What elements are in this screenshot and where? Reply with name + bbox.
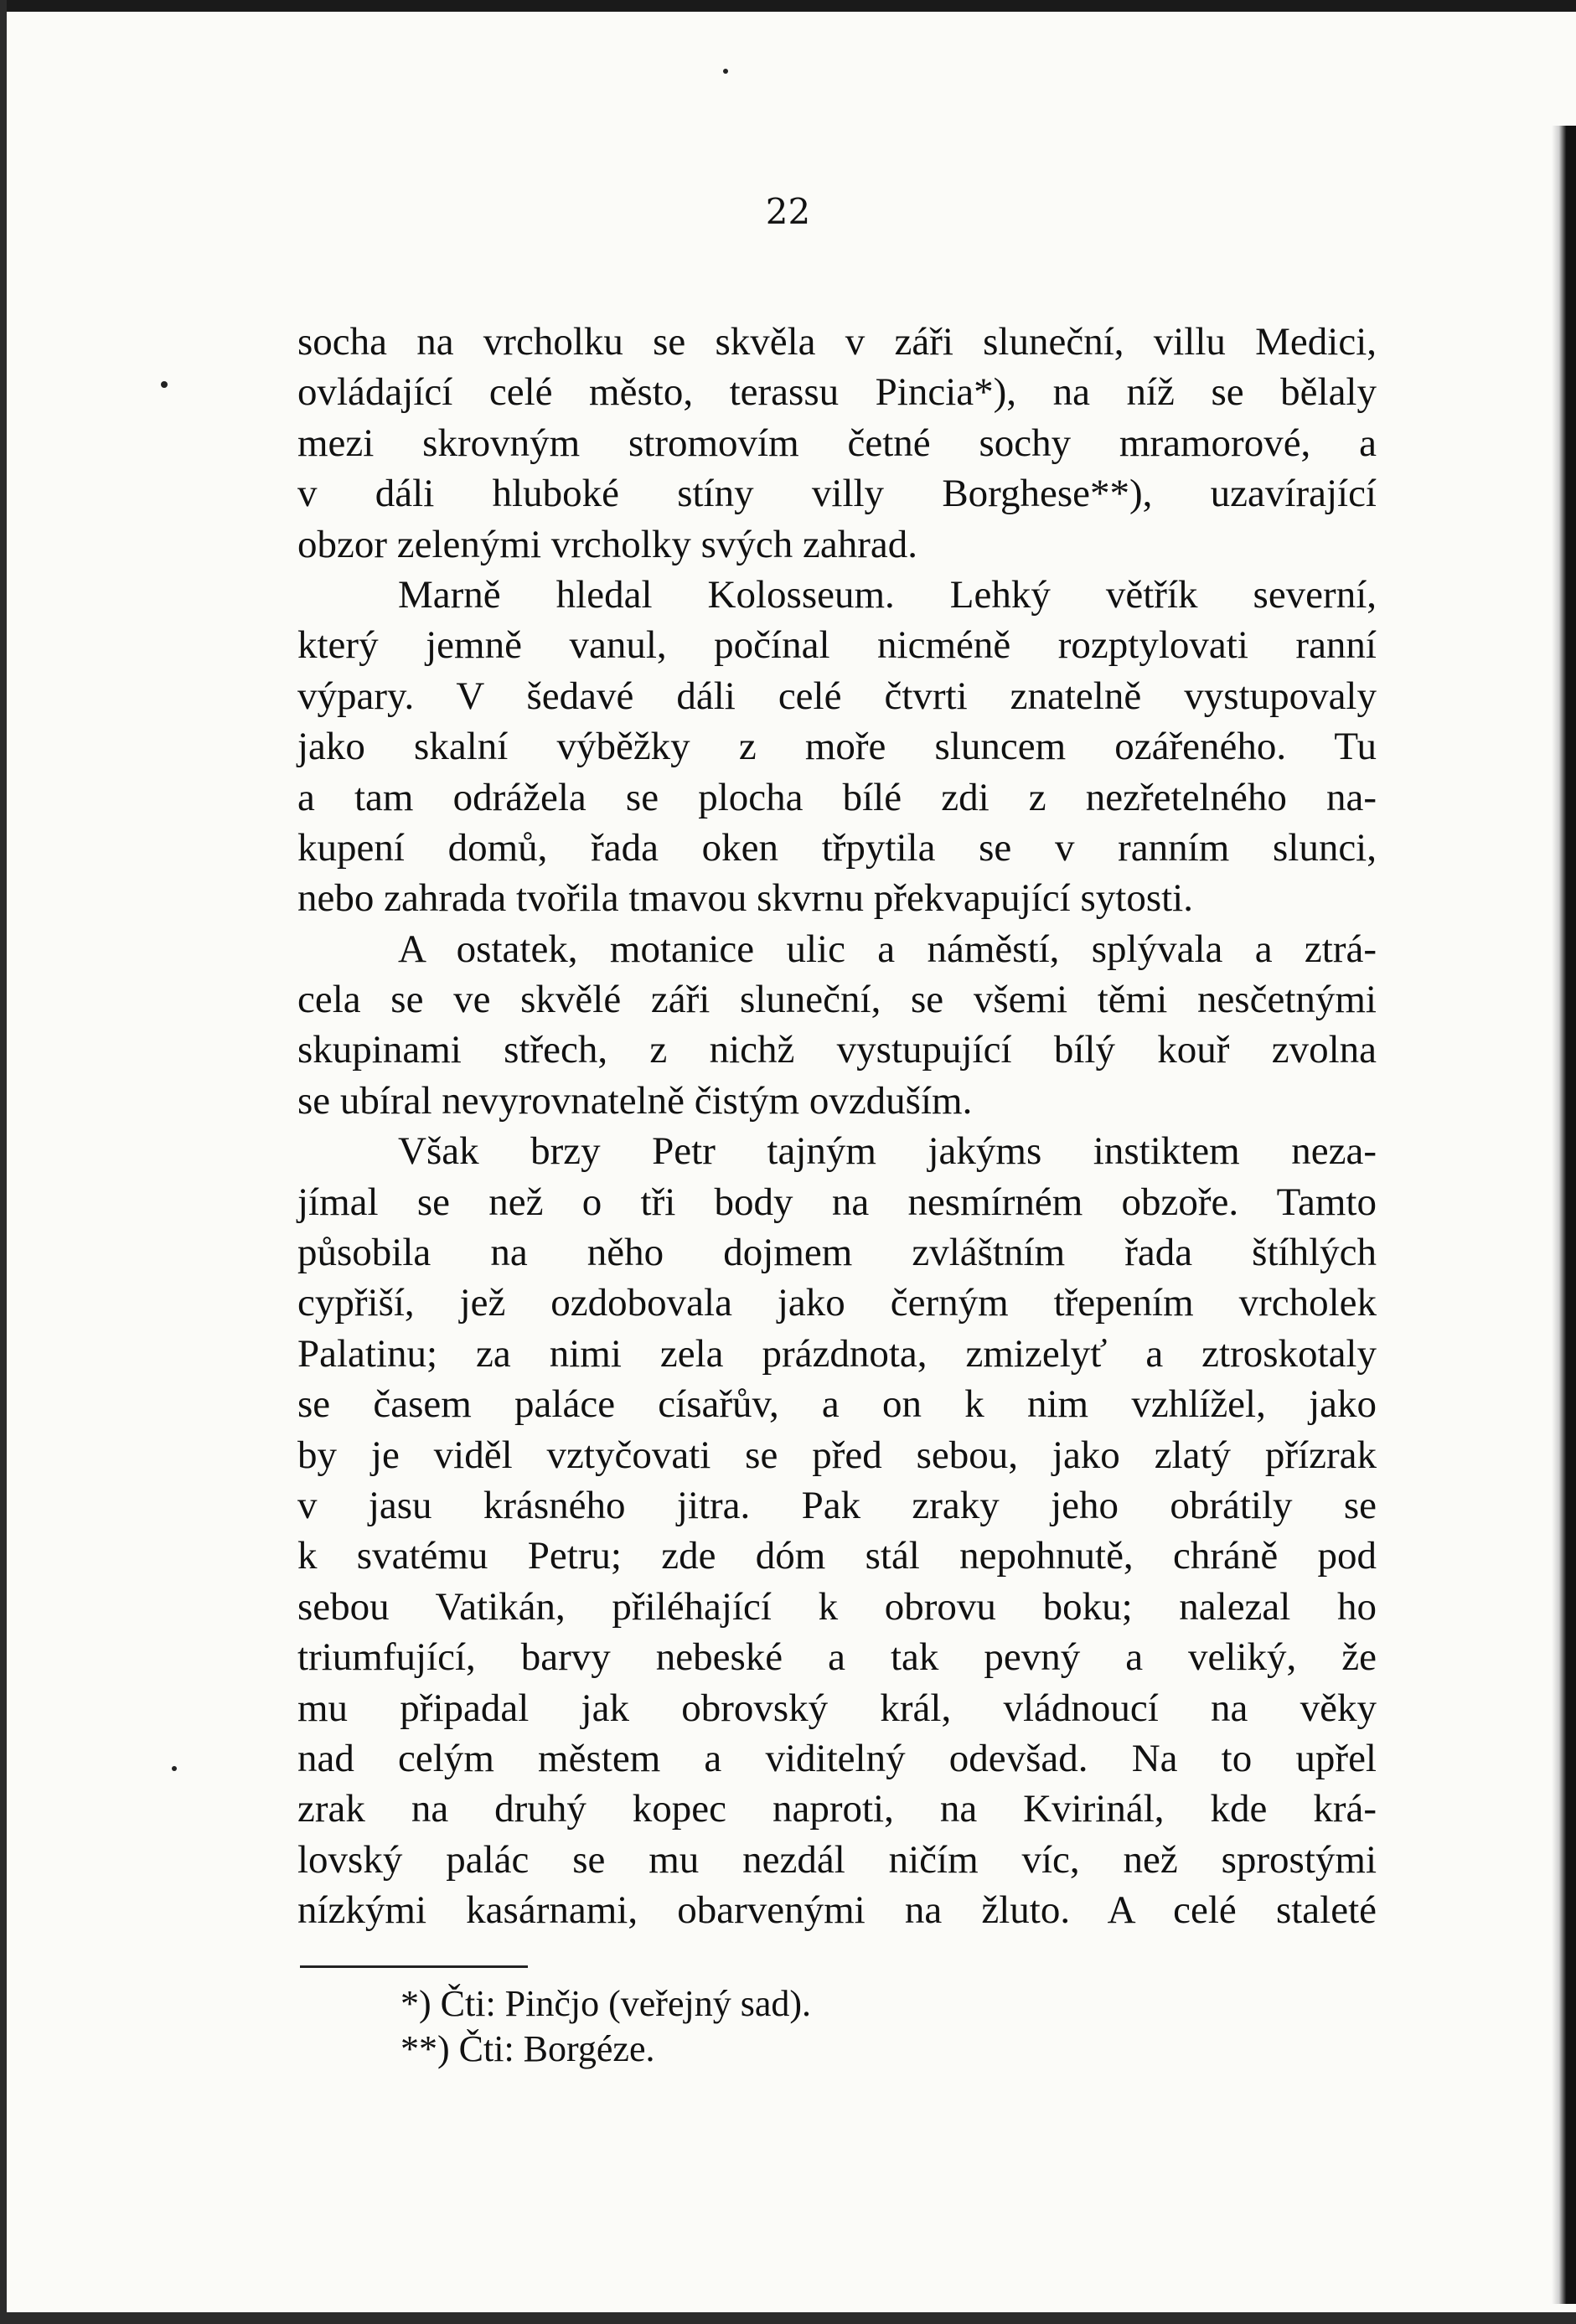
text-line: ovládající celé město, terassu Pincia*), na níž se bělaly <box>297 370 1377 415</box>
text-line: skupinami střech, z nichž vystupující bílý kouř zvolna <box>297 1028 1377 1072</box>
scan-edge-left <box>0 0 7 2324</box>
text-line: A ostatek, motanice ulic a náměstí, splývala a ztrá- <box>398 927 1377 971</box>
footnote-rule <box>300 1965 528 1968</box>
text-line: Palatinu; za nimi zela prázdnota, zmizelyť a ztroskotaly <box>297 1331 1377 1376</box>
paragraph <box>297 570 1377 924</box>
text-line: a tam odrážela se plocha bílé zdi z nezřetelného na- <box>297 775 1377 819</box>
scan-speck <box>161 381 168 388</box>
text-line: nebo zahrada tvořila tmavou skvrnu překvapující sytosti. <box>297 876 1193 921</box>
scan-edge-right <box>1552 126 1576 2304</box>
page-number: 22 <box>765 191 811 232</box>
paragraph <box>297 1126 1377 1935</box>
text-line: mezi skrovným stromovím četné sochy mramorové, a <box>297 421 1377 465</box>
text-line: nízkými kasárnami, obarvenými na žluto. A celé staleté <box>297 1888 1377 1933</box>
text-line: Však brzy Petr tajným jakýms instiktem neza- <box>398 1129 1377 1174</box>
scan-speck <box>723 69 728 74</box>
text-line: mu připadal jak obrovský král, vládnoucí na věky <box>297 1686 1377 1730</box>
text-line: v dáli hluboké stíny villy Borghese**), uzavírající <box>297 472 1377 516</box>
text-line: nad celým městem a viditelný odevšad. Na to upřel <box>297 1736 1377 1780</box>
footnote-borghese: **) Čti: Borgéze. <box>400 2028 655 2069</box>
text-line: se časem paláce císařův, a on k nim vzhlížel, jako <box>297 1382 1377 1427</box>
text-line: kupení domů, řada oken třpytila se v ranním slunci, <box>297 825 1377 870</box>
footnote-pincio: *) Čti: Pinčjo (veřejný sad). <box>400 1983 812 2024</box>
text-line: působila na něho dojmem zvláštním řada štíhlých <box>297 1231 1377 1275</box>
scan-edge-bottom <box>0 2312 1576 2324</box>
text-line: cela se ve skvělé záři sluneční, se všemi těmi nesčetnými <box>297 978 1377 1022</box>
text-line: se ubíral nevyrovnatelně čistým ovzduším. <box>297 1078 973 1123</box>
text-line: obzor zelenými vrcholky svých zahrad. <box>297 522 917 566</box>
text-line: k svatému Petru; zde dóm stál nepohnutě, chráně pod <box>297 1534 1377 1578</box>
text-line: triumfující, barvy nebeské a tak pevný a veliký, že <box>297 1635 1377 1680</box>
paragraph <box>297 317 1377 570</box>
paragraph <box>297 924 1377 1127</box>
text-line: zrak na druhý kopec naproti, na Kvirinál, kde krá- <box>297 1787 1377 1831</box>
scan-edge-top <box>0 0 1576 12</box>
text-line: jako skalní výběžky z moře sluncem ozářeného. Tu <box>297 725 1377 769</box>
text-line: sebou Vatikán, přiléhající k obrovu boku; nalezal ho <box>297 1584 1377 1629</box>
text-line: který jemně vanul, počínal nicméně rozptylovati ranní <box>297 623 1377 668</box>
text-line: by je viděl vztyčovati se před sebou, jako zlatý přízrak <box>297 1433 1377 1477</box>
footnotes <box>400 1981 1155 2072</box>
text-line: Marně hledal Kolosseum. Lehký větřík severní, <box>398 572 1377 617</box>
text-line: lovský palác se mu nezdál ničím víc, než sprostými <box>297 1837 1377 1882</box>
text-line: jímal se než o tři body na nesmírném obzoře. Tamto <box>297 1180 1377 1224</box>
text-line: cypřiší, jež ozdobovala jako černým třepením vrcholek <box>297 1281 1377 1325</box>
scan-speck <box>172 1766 177 1771</box>
text-line: socha na vrcholku se skvěla v záři sluneční, villu Medici, <box>297 320 1377 364</box>
text-line: výpary. V šedavé dáli celé čtvrti znatelně vystupovaly <box>297 674 1377 718</box>
text-line: v jasu krásného jitra. Pak zraky jeho obrátily se <box>297 1483 1377 1527</box>
body-text <box>297 317 1377 1936</box>
